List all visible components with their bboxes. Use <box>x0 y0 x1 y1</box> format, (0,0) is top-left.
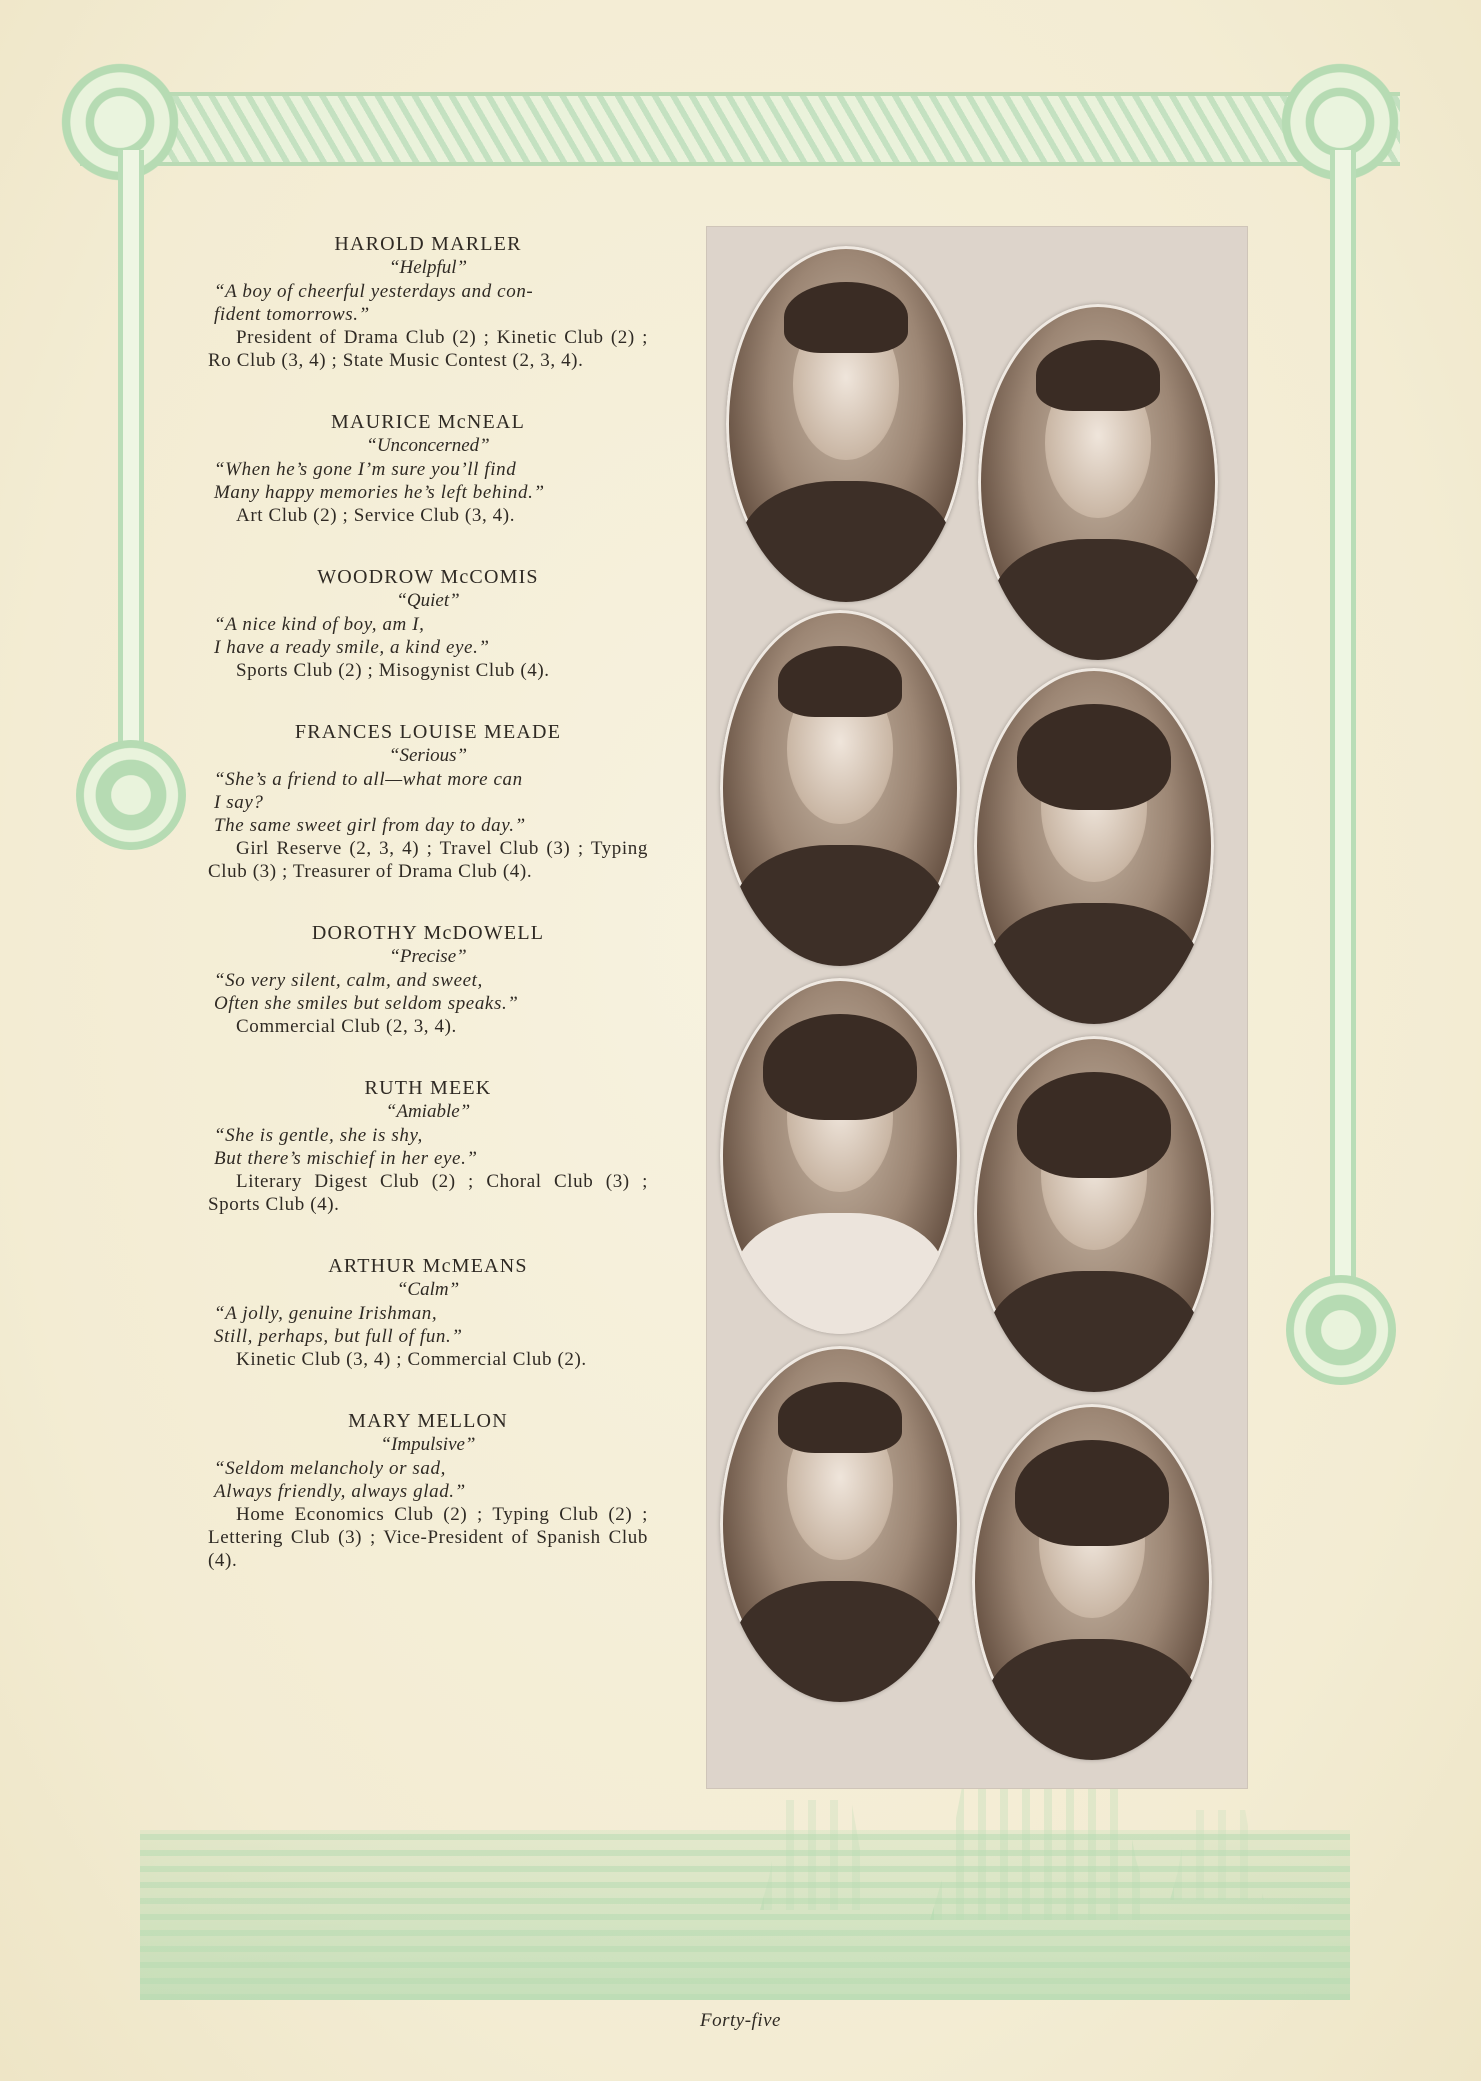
decorative-left-border <box>118 150 144 750</box>
student-quote: “So very silent, calm, and sweet, Often she smiles but seldom speaks.” <box>214 970 519 1014</box>
student-activities: Girl Reserve (2, 3, 4) ; Travel Club (3) ; Typing Club (3) ; Treasurer of Drama Club (4). <box>208 838 648 882</box>
student-quote: “She is gentle, she is shy, But there’s mischief in her eye.” <box>214 1125 478 1169</box>
senior-entry <box>208 1409 648 1572</box>
student-name: RUTH MEEK <box>364 1077 492 1099</box>
portrait-mary-mellon <box>972 1404 1212 1760</box>
student-quote: “A boy of cheerful yesterdays and con- fident tomorrows.” <box>214 281 534 325</box>
student-activities: Literary Digest Club (2) ; Choral Club (3) ; Sports Club (4). <box>208 1171 648 1215</box>
student-nickname: “Amiable” <box>385 1101 471 1122</box>
medallion-ornament-left <box>76 740 186 850</box>
decorative-right-border <box>1330 150 1356 1280</box>
student-quote: “Seldom melancholy or sad, Always friendly, always glad.” <box>214 1458 466 1502</box>
student-quote: “She’s a friend to all—what more can I say? The same sweet girl from day to day.” <box>214 769 526 836</box>
portrait-dorothy-mcdowell <box>720 978 960 1334</box>
student-activities: Home Economics Club (2) ; Typing Club (2) ; Lettering Club (3) ; Vice-President of Spanish Club (4). <box>208 1504 648 1571</box>
portrait-panel <box>706 226 1248 1789</box>
student-name: DOROTHY McDOWELL <box>311 922 545 944</box>
senior-entry <box>208 1076 648 1216</box>
student-nickname: “Calm” <box>396 1279 460 1300</box>
senior-entry <box>208 921 648 1038</box>
student-nickname: “Impulsive” <box>380 1434 476 1455</box>
senior-entry <box>208 720 648 883</box>
student-activities: Kinetic Club (3, 4) ; Commercial Club (2). <box>236 1349 587 1370</box>
portrait-ruth-meek <box>974 1036 1214 1392</box>
student-activities: President of Drama Club (2) ; Kinetic Club (2) ; Ro Club (3, 4) ; State Music Contest (2, 3, 4). <box>208 327 648 371</box>
student-activities: Art Club (2) ; Service Club (3, 4). <box>236 505 516 526</box>
portrait-maurice-mcneal <box>978 304 1218 660</box>
portrait-woodrow-mccomis <box>720 610 960 966</box>
student-nickname: “Helpful” <box>388 257 468 278</box>
student-name: WOODROW McCOMIS <box>317 566 539 588</box>
student-nickname: “Unconcerned” <box>366 435 490 456</box>
senior-entry <box>208 565 648 682</box>
student-name: MAURICE McNEAL <box>330 411 525 433</box>
portrait-harold-marler <box>726 246 966 602</box>
student-name: FRANCES LOUISE MEADE <box>294 721 562 743</box>
student-quote: “A jolly, genuine Irishman, Still, perhaps, but full of fun.” <box>214 1303 463 1347</box>
student-nickname: “Precise” <box>389 946 467 967</box>
page-number: Forty-five <box>700 2010 781 2031</box>
senior-entry <box>208 410 648 527</box>
senior-entry <box>208 232 648 372</box>
student-name: MARY MELLON <box>348 1410 508 1432</box>
student-activities: Commercial Club (2, 3, 4). <box>236 1016 457 1037</box>
portrait-frances-louise-meade <box>974 668 1214 1024</box>
student-quote: “A nice kind of boy, am I, I have a ready smile, a kind eye.” <box>214 614 490 658</box>
student-nickname: “Serious” <box>388 745 468 766</box>
student-nickname: “Quiet” <box>396 590 460 611</box>
decorative-top-border <box>80 92 1400 166</box>
medallion-ornament-right <box>1286 1275 1396 1385</box>
portrait-arthur-mcmeans <box>720 1346 960 1702</box>
sea-illustration <box>140 1830 1350 2000</box>
student-name: ARTHUR McMEANS <box>328 1255 528 1277</box>
senior-entry <box>208 1254 648 1371</box>
student-name: HAROLD MARLER <box>334 233 522 255</box>
student-activities: Sports Club (2) ; Misogynist Club (4). <box>236 660 550 681</box>
student-quote: “When he’s gone I’m sure you’ll find Many happy memories he’s left behind.” <box>214 459 545 503</box>
senior-entries-column <box>208 232 648 1610</box>
